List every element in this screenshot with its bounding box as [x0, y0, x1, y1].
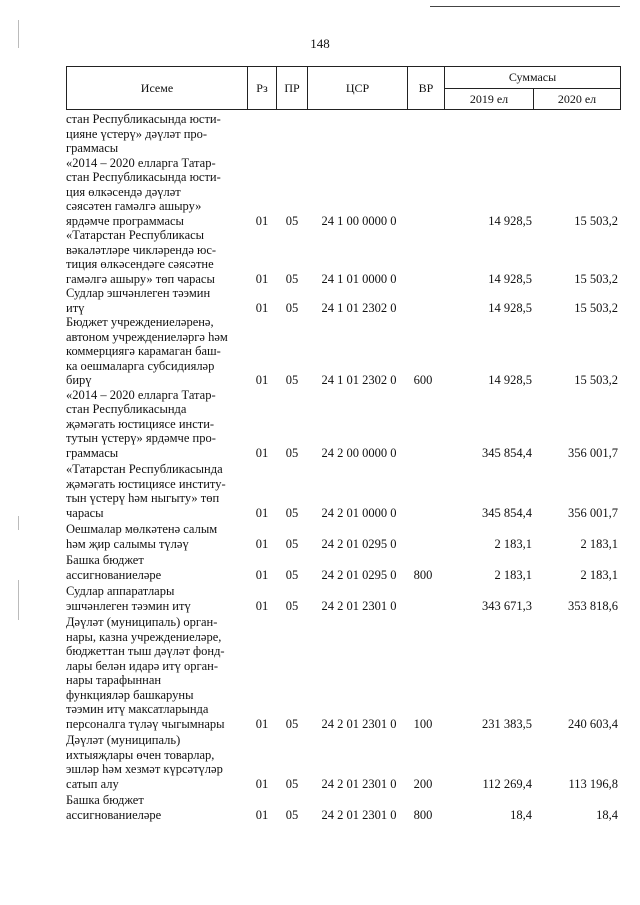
row-name-line: лары белән идарә итү орган-: [66, 658, 218, 673]
row-pr: 05: [285, 505, 299, 520]
header-vr: ВР: [407, 66, 445, 110]
row-name-line: ассигнованиеләре: [66, 807, 162, 822]
row-csr: 24 2 01 0000 0: [321, 505, 397, 520]
row-sum-2019: 345 854,4: [482, 505, 532, 520]
row-sum-2020: 240 603,4: [568, 716, 618, 731]
row-pr: 05: [285, 445, 299, 460]
row-sum-2019: 2 183,1: [494, 536, 532, 551]
row-name-line: ярдәмче программасы: [66, 213, 184, 228]
table-row: [66, 522, 621, 551]
row-rz: 01: [255, 300, 269, 315]
row-sum-2020: 18,4: [596, 807, 618, 822]
row-sum-2020: 15 503,2: [574, 373, 618, 387]
row-name: [66, 228, 238, 286]
row-name-line: гамәлгә ашыру» төп чарасы: [66, 271, 215, 286]
row-rz: 01: [255, 445, 269, 460]
row-csr: 24 1 01 2302 0: [321, 300, 397, 315]
row-sum-2020: 2 183,1: [580, 567, 618, 582]
row-name-line: тиция өлкәсендәге сәясәтне: [66, 257, 214, 271]
row-sum-2020: 113 196,8: [568, 776, 618, 791]
row-csr: 24 2 01 2301 0: [321, 598, 397, 613]
header-name: Исеме: [66, 66, 248, 110]
row-name-line: тәэмин итү максатларында: [66, 702, 209, 716]
row-name-line: ихтыяҗлары өчен товарлар,: [66, 747, 215, 762]
header-csr: ЦСР: [307, 66, 408, 110]
row-vr: 800: [413, 567, 433, 582]
table-row: [66, 584, 621, 613]
row-name-line: Оешмалар мөлкәтенә салым: [66, 522, 218, 536]
row-name-line: ассигнованиеләре: [66, 567, 162, 582]
row-name-line: стан Республикасында юсти-: [66, 112, 221, 126]
row-name-line: эшчәнлеген тәэмин итү: [66, 598, 191, 613]
row-name-line: ка оешмаларга субсидияләр: [66, 358, 215, 373]
row-rz: 01: [255, 776, 269, 791]
row-sum-2019: 14 928,5: [488, 373, 532, 387]
row-name-line: Башка бюджет: [66, 553, 144, 567]
table-row: [66, 315, 621, 388]
row-pr: 05: [285, 300, 299, 315]
row-sum-2019: 345 854,4: [482, 445, 532, 460]
row-rz: 01: [255, 807, 269, 822]
row-sum-2019: 343 671,3: [482, 598, 532, 613]
row-name: [66, 615, 238, 731]
row-name-line: тын үстерү һәм ныгыту» төп: [66, 491, 220, 505]
row-sum-2019: 2 183,1: [494, 567, 532, 582]
row-name-line: эшләр һәм хезмәт күрсәтүләр: [66, 762, 223, 776]
row-name-line: автоном учреждениеләргә һәм: [66, 329, 228, 344]
row-name: [66, 156, 238, 229]
row-pr: 05: [285, 373, 299, 387]
row-sum-2020: 15 503,2: [574, 213, 618, 228]
row-name-line: чарасы: [66, 505, 104, 520]
row-sum-2019: 112 269,4: [482, 776, 532, 791]
row-rz: 01: [255, 505, 269, 520]
row-name-line: нары тарафыннан: [66, 673, 162, 687]
row-vr: 800: [413, 807, 433, 822]
row-sum-2019: 14 928,5: [488, 300, 532, 315]
row-name-line: стан Республикасында юсти-: [66, 170, 221, 184]
row-name-line: граммасы: [66, 141, 119, 155]
header-pr: ПР: [276, 66, 308, 110]
row-pr: 05: [285, 567, 299, 582]
row-pr: 05: [285, 271, 299, 286]
table-row: [66, 462, 621, 520]
table-body: [66, 112, 621, 822]
row-name: [66, 112, 238, 156]
row-name: [66, 793, 238, 822]
row-csr: 24 2 00 0000 0: [321, 445, 397, 460]
row-sum-2020: 15 503,2: [574, 271, 618, 286]
row-name-line: Дәүләт (муниципаль): [66, 733, 181, 747]
row-csr: 24 1 01 0000 0: [321, 271, 397, 286]
row-name-line: Дәүләт (муниципаль) орган-: [66, 615, 218, 629]
row-rz: 01: [255, 213, 269, 228]
row-name: [66, 388, 238, 461]
header-sums: Суммасы: [444, 66, 621, 89]
row-pr: 05: [285, 213, 299, 228]
row-csr: 24 2 01 0295 0: [321, 567, 397, 582]
top-rule: [430, 6, 620, 7]
row-name: [66, 286, 238, 315]
table-row: [66, 156, 621, 229]
row-name-line: коммерциягә карамаган баш-: [66, 344, 221, 358]
row-sum-2020: 353 818,6: [568, 598, 618, 613]
row-name-line: ция өлкәсендә дәүләт: [66, 184, 181, 199]
row-sum-2019: 18,4: [510, 807, 532, 822]
row-name-line: Башка бюджет: [66, 793, 144, 807]
row-sum-2020: 2 183,1: [580, 536, 618, 551]
row-name: [66, 733, 238, 791]
table-row: [66, 228, 621, 286]
table-row: [66, 615, 621, 731]
table-row: [66, 733, 621, 791]
table-header: [66, 66, 621, 110]
row-name: [66, 584, 238, 613]
row-name-line: «Татарстан Республикасы: [66, 228, 205, 242]
row-name-line: стан Республикасында: [66, 402, 187, 416]
row-name-line: Бюджет учреждениеләренә,: [66, 315, 214, 329]
row-csr: 24 1 01 2302 0: [321, 373, 397, 387]
row-name-line: вәкаләтләре чикләрендә юс-: [66, 242, 217, 257]
header-2019: 2019 ел: [444, 88, 534, 110]
row-rz: 01: [255, 716, 269, 731]
row-rz: 01: [255, 567, 269, 582]
row-name-line: җәмәгать юстициясе институ-: [66, 476, 226, 491]
row-sum-2020: 15 503,2: [574, 300, 618, 315]
table-row: [66, 112, 621, 156]
row-csr: 24 2 01 2301 0: [321, 807, 397, 822]
row-pr: 05: [285, 536, 299, 551]
row-name-line: Судлар эшчәнлеген тәэмин: [66, 286, 211, 300]
row-sum-2020: 356 001,7: [568, 445, 618, 460]
row-csr: 24 2 01 2301 0: [321, 776, 397, 791]
row-name: [66, 315, 238, 388]
row-name-line: тутын үстерү» ярдәмче про-: [66, 431, 216, 445]
table-row: [66, 553, 621, 582]
row-sum-2019: 231 383,5: [482, 716, 532, 731]
table-row: [66, 388, 621, 461]
row-name-line: «2014 – 2020 елларга Татар-: [66, 387, 216, 402]
row-csr: 24 1 00 0000 0: [321, 213, 397, 228]
row-name-line: сәясәтен гамәлгә ашыру»: [66, 199, 202, 213]
row-name-line: цияне үстерү» дәүләт про-: [66, 126, 208, 141]
page-number: 148: [310, 36, 330, 51]
row-name-line: нары, казна учреждениеләре,: [66, 629, 222, 644]
row-sum-2019: 14 928,5: [488, 213, 532, 228]
row-name: [66, 462, 238, 520]
row-name-line: Судлар аппаратлары: [66, 584, 175, 598]
header-2020: 2020 ел: [533, 88, 621, 110]
row-name-line: бирү: [66, 373, 92, 387]
row-name: [66, 553, 238, 582]
header-rz: Рз: [247, 66, 277, 110]
row-rz: 01: [255, 598, 269, 613]
row-name: [66, 522, 238, 551]
row-pr: 05: [285, 716, 299, 731]
row-name-line: җәмәгать юстициясе инсти-: [66, 416, 215, 431]
row-name-line: бюджеттан тыш дәүләт фонд-: [66, 644, 225, 658]
row-name-line: граммасы: [66, 445, 119, 460]
table-row: [66, 286, 621, 315]
row-name-line: персоналга түләү чыгымнары: [66, 716, 225, 731]
row-pr: 05: [285, 598, 299, 613]
row-csr: 24 2 01 2301 0: [321, 716, 397, 731]
row-csr: 24 2 01 0295 0: [321, 536, 397, 551]
row-pr: 05: [285, 776, 299, 791]
row-name-line: итү: [66, 300, 85, 315]
row-vr: 100: [413, 716, 433, 731]
row-rz: 01: [255, 373, 269, 387]
row-sum-2019: 14 928,5: [488, 271, 532, 286]
table-row: [66, 793, 621, 822]
row-name-line: функцияләр башкаруны: [66, 687, 194, 702]
row-sum-2020: 356 001,7: [568, 505, 618, 520]
row-rz: 01: [255, 536, 269, 551]
row-vr: 200: [413, 776, 433, 791]
row-pr: 05: [285, 807, 299, 822]
row-rz: 01: [255, 271, 269, 286]
row-name-line: «2014 – 2020 елларга Татар-: [66, 155, 216, 170]
row-vr: 600: [413, 373, 433, 387]
row-name-line: һәм җир салымы түләү: [66, 536, 189, 551]
row-name-line: сатып алу: [66, 776, 119, 791]
row-name-line: «Татарстан Республикасында: [66, 462, 223, 476]
